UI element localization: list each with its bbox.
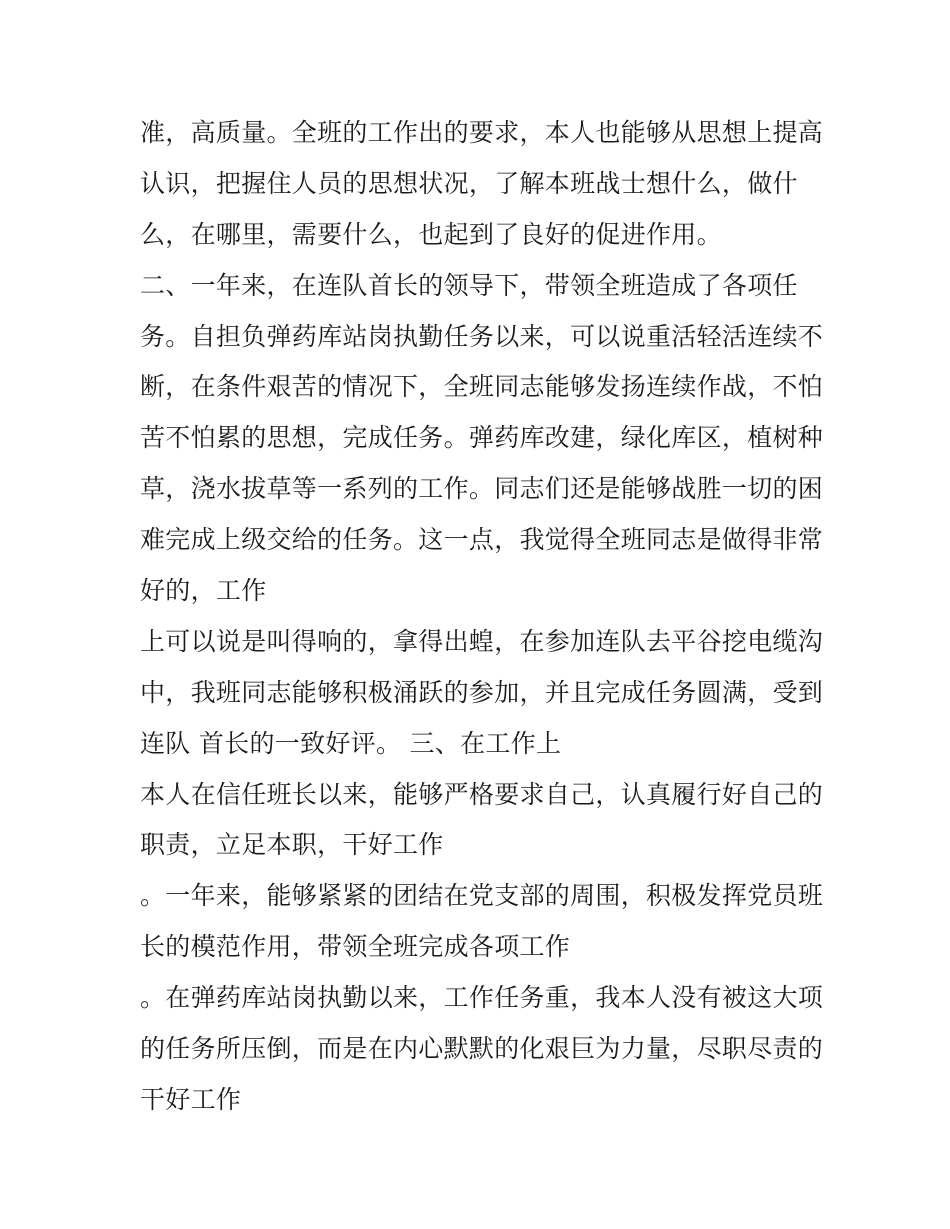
document-body	[140, 108, 824, 1126]
text-line: 好的，工作	[140, 576, 267, 606]
text-line: 长的模范作用，带领全班完成各项工作	[140, 932, 571, 962]
text-line: 连队 首长的一致好评。 三、在工作上	[140, 728, 562, 758]
text-line: 中，我班同志能够积极涌跃的参加，并且完成任务圆满，受到	[140, 677, 824, 707]
text-line: 本人在信任班长以来，能够严格要求自己，认真履行好自己的	[140, 779, 824, 809]
text-line: 准，高质量。全班的工作出的要求，本人也能够从思想上提高	[140, 118, 824, 147]
text-line: 草，浇水拔草等一系列的工作。同志们还是能够战胜一切的困	[140, 474, 824, 504]
text-line: 苦不怕累的思想，完成任务。弹药库改建，绿化库区，植树种	[140, 423, 824, 453]
text-line: 职责，立足本职，干好工作	[140, 830, 444, 860]
text-line: 二、一年来，在连队首长的领导下，带领全班造成了各项任	[140, 270, 798, 300]
text-line: 难完成上级交给的任务。这一点，我觉得全班同志是做得非常	[140, 525, 824, 555]
text-line: 断，在条件艰苦的情况下，全班同志能够发扬连续作战，不怕	[140, 372, 824, 402]
text-line: 。一年来，能够紧紧的团结在党支部的周围，积极发挥党员班	[140, 881, 824, 911]
text-line: 。在弹药库站岗执勤以来，工作任务重，我本人没有被这大项	[140, 983, 824, 1013]
text-line: 上可以说是叫得响的，拿得出蝗，在参加连队去平谷挖电缆沟	[140, 626, 824, 656]
text-line: 务。自担负弹药库站岗执勤任务以来，可以说重活轻活连续不	[140, 321, 824, 351]
text-line: 的任务所压倒，而是在内心默默的化艰巨为力量，尽职尽责的	[140, 1034, 824, 1064]
text-line: 干好工作	[140, 1084, 242, 1114]
text-line: 么，在哪里，需要什么，也起到了良好的促进作用。	[140, 219, 722, 249]
text-line: 认识，把握住人员的思想状况，了解本班战士想什么，做什	[140, 168, 798, 198]
